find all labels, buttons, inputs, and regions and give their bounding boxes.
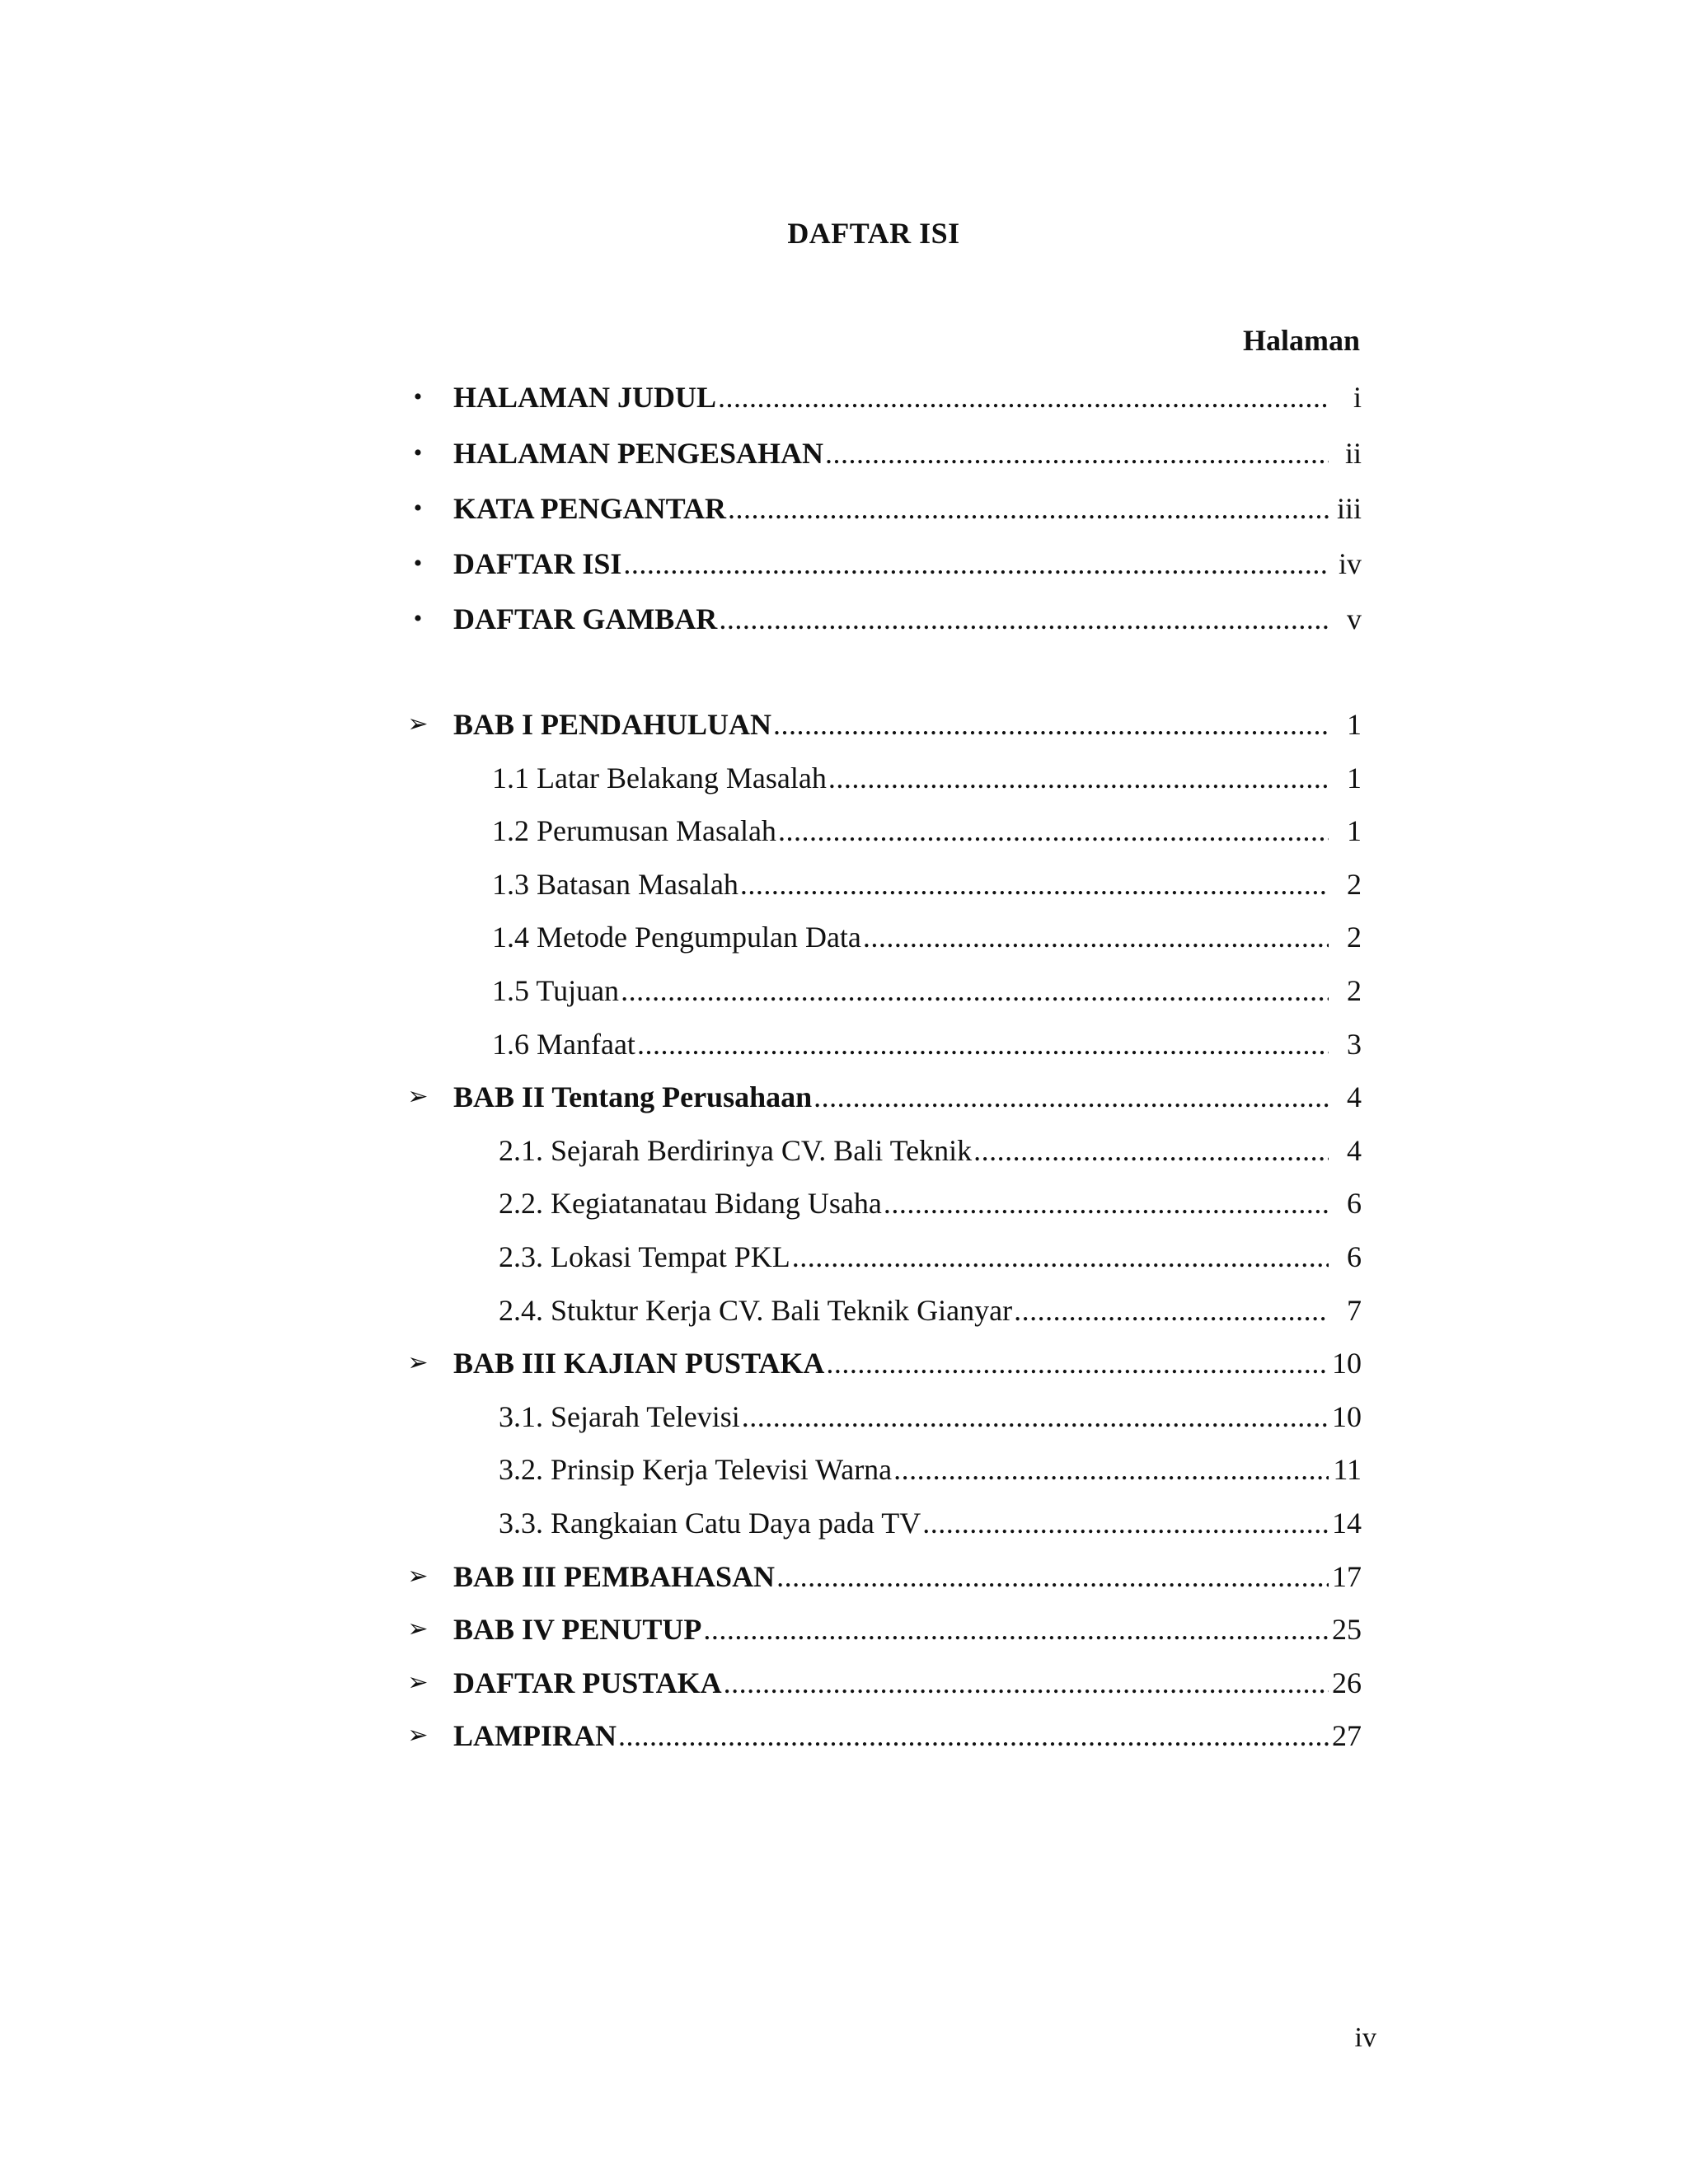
toc-entry-label — [492, 811, 1329, 851]
toc-section-entry — [0, 1183, 1688, 1223]
toc-entry-page-number: 4 — [1347, 1134, 1362, 1167]
toc-entry-page-number: 6 — [1347, 1240, 1362, 1273]
dot-leader — [623, 544, 1329, 583]
toc-entry-label — [492, 865, 1329, 904]
toc-entry-label — [453, 705, 1329, 744]
arrow-bullet-icon: ➢ — [407, 1669, 429, 1696]
toc-entry-label — [453, 1557, 1329, 1596]
toc-entry-page-number: 6 — [1347, 1187, 1362, 1220]
dot-leader — [742, 1397, 1329, 1436]
toc-entry-page-number: 2 — [1347, 921, 1362, 954]
dot-leader — [618, 1716, 1329, 1755]
toc-entry-title: 3.1. Sejarah Televisi — [499, 1400, 740, 1433]
dot-leader — [1014, 1291, 1329, 1330]
toc-entry-page-number: 1 — [1347, 708, 1362, 741]
toc-front-matter-entry — [0, 544, 1688, 583]
toc-entry-page-number: 2 — [1347, 974, 1362, 1007]
toc-entry-label — [453, 544, 1329, 583]
toc-entry-title: LAMPIRAN — [453, 1719, 617, 1752]
toc-entry-label — [453, 1610, 1329, 1649]
toc-chapter-entry — [0, 1557, 1688, 1596]
bullet-icon: • — [413, 550, 423, 577]
toc-entry-page-number: 14 — [1332, 1507, 1362, 1540]
toc-entry-title: BAB II Tentang Perusahaan — [453, 1080, 813, 1113]
toc-chapter-entry — [0, 1716, 1688, 1755]
toc-entry-title: 2.1. Sejarah Berdirinya CV. Bali Teknik — [499, 1134, 973, 1167]
toc-entry-page-number: 7 — [1347, 1294, 1362, 1327]
toc-entry-title: 1.1 Latar Belakang Masalah — [492, 762, 827, 794]
toc-entry-title: 1.5 Tujuan — [492, 974, 620, 1007]
toc-entry-page-number: 17 — [1332, 1560, 1362, 1593]
toc-front-matter-entry — [0, 434, 1688, 473]
toc-entry-label — [492, 758, 1329, 798]
arrow-bullet-icon: ➢ — [407, 1563, 429, 1590]
page-column-header: Halaman — [1242, 324, 1360, 357]
dot-leader — [863, 917, 1329, 957]
toc-chapter-entry — [0, 1663, 1688, 1703]
toc-entry-label — [499, 1397, 1329, 1436]
toc-entry-page-number: 1 — [1347, 762, 1362, 794]
toc-section-entry — [0, 1237, 1688, 1277]
toc-entry-label — [499, 1131, 1329, 1170]
dot-leader — [828, 758, 1329, 798]
toc-entry-label — [499, 1291, 1329, 1330]
toc-entry-title: DAFTAR ISI — [453, 547, 622, 580]
toc-entry-title: BAB III KAJIAN PUSTAKA — [453, 1347, 825, 1380]
dot-leader — [621, 971, 1329, 1010]
dot-leader — [826, 1343, 1329, 1383]
toc-section-entry — [0, 758, 1688, 798]
arrow-bullet-icon: ➢ — [407, 1349, 429, 1376]
toc-section-entry — [0, 1291, 1688, 1330]
toc-entry-label — [499, 1183, 1329, 1223]
toc-chapter-entry — [0, 705, 1688, 744]
toc-entry-label — [453, 1663, 1329, 1703]
dot-leader — [776, 1557, 1329, 1596]
toc-chapter-entry — [0, 1610, 1688, 1649]
toc-entry-page-number: iv — [1338, 547, 1362, 580]
dot-leader — [740, 865, 1329, 904]
toc-entry-page-number: 3 — [1347, 1028, 1362, 1061]
toc-entry-title: 1.2 Perumusan Masalah — [492, 814, 776, 847]
toc-entry-label — [453, 377, 1329, 417]
toc-entry-title: BAB IV PENUTUP — [453, 1613, 702, 1646]
arrow-bullet-icon: ➢ — [407, 1083, 429, 1110]
toc-section-entry — [0, 811, 1688, 851]
toc-entry-title: BAB III PEMBAHASAN — [453, 1560, 776, 1593]
arrow-bullet-icon: ➢ — [407, 1722, 429, 1749]
toc-section-entry — [0, 1397, 1688, 1436]
dot-leader — [973, 1131, 1329, 1170]
toc-entry-label — [492, 1024, 1329, 1064]
toc-entry-title: HALAMAN JUDUL — [453, 381, 716, 414]
toc-entry-title: HALAMAN PENGESAHAN — [453, 437, 824, 470]
dot-leader — [884, 1183, 1329, 1223]
toc-entry-title: KATA PENGANTAR — [453, 492, 727, 525]
toc-section-entry — [0, 1024, 1688, 1064]
toc-entry-page-number: v — [1347, 602, 1362, 635]
bullet-icon: • — [413, 383, 423, 410]
dot-leader — [773, 705, 1329, 744]
toc-entry-title: 3.2. Prinsip Kerja Televisi Warna — [499, 1453, 893, 1486]
toc-entry-page-number: i — [1353, 381, 1362, 414]
toc-chapter-entry — [0, 1077, 1688, 1117]
footer-page-number: iv — [1354, 2022, 1376, 2053]
toc-front-matter-entry — [0, 377, 1688, 417]
toc-entry-label — [453, 599, 1329, 639]
toc-section-entry — [0, 1131, 1688, 1170]
toc-section-entry — [0, 1450, 1688, 1489]
toc-entry-label — [453, 434, 1329, 473]
toc-entry-title: 1.4 Metode Pengumpulan Data — [492, 921, 861, 954]
toc-entry-page-number: 4 — [1347, 1080, 1362, 1113]
arrow-bullet-icon: ➢ — [407, 710, 429, 738]
arrow-bullet-icon: ➢ — [407, 1615, 429, 1643]
bullet-icon: • — [413, 494, 423, 522]
dot-leader — [893, 1450, 1329, 1489]
dot-leader — [814, 1077, 1329, 1117]
toc-entry-page-number: 2 — [1347, 868, 1362, 901]
toc-entry-label — [453, 1716, 1329, 1755]
toc-entry-page-number: 27 — [1332, 1719, 1362, 1752]
toc-entry-page-number: 10 — [1332, 1400, 1362, 1433]
toc-entry-page-number: ii — [1344, 437, 1362, 470]
toc-section-entry — [0, 917, 1688, 957]
dot-leader — [637, 1024, 1329, 1064]
dot-leader — [719, 599, 1329, 639]
bullet-icon: • — [413, 605, 423, 632]
toc-entry-label — [499, 1503, 1329, 1543]
page-title: DAFTAR ISI — [787, 217, 960, 250]
toc-entry-title: 3.3. Rangkaian Catu Daya pada TV — [499, 1507, 921, 1540]
dot-leader — [922, 1503, 1329, 1543]
toc-entry-page-number: 25 — [1332, 1613, 1362, 1646]
toc-entry-label — [499, 1237, 1329, 1277]
toc-entry-page-number: iii — [1336, 492, 1362, 525]
toc-front-matter-entry — [0, 599, 1688, 639]
toc-front-matter-entry — [0, 489, 1688, 528]
toc-entry-page-number: 1 — [1347, 814, 1362, 847]
toc-entry-title: 1.3 Batasan Masalah — [492, 868, 738, 901]
toc-entry-label — [453, 1077, 1329, 1117]
toc-chapter-entry — [0, 1343, 1688, 1383]
dot-leader — [792, 1237, 1329, 1277]
toc-section-entry — [0, 865, 1688, 904]
dot-leader — [718, 377, 1329, 417]
toc-entry-page-number: 26 — [1332, 1666, 1362, 1699]
bullet-icon: • — [413, 439, 423, 466]
toc-section-entry — [0, 971, 1688, 1010]
toc-entry-title: 2.4. Stuktur Kerja CV. Bali Teknik Gianyar — [499, 1294, 1013, 1327]
toc-entry-label — [499, 1450, 1329, 1489]
toc-entry-label — [492, 917, 1329, 957]
toc-entry-title: 2.2. Kegiatanatau Bidang Usaha — [499, 1187, 882, 1220]
toc-entry-label — [453, 1343, 1329, 1383]
dot-leader — [724, 1663, 1329, 1703]
dot-leader — [703, 1610, 1329, 1649]
toc-entry-label — [492, 971, 1329, 1010]
toc-section-entry — [0, 1503, 1688, 1543]
toc-entry-title: 1.6 Manfaat — [492, 1028, 635, 1061]
dot-leader — [825, 434, 1329, 473]
toc-entry-page-number: 11 — [1333, 1453, 1362, 1486]
toc-entry-title: BAB I PENDAHULUAN — [453, 708, 772, 741]
toc-entry-title: DAFTAR PUSTAKA — [453, 1666, 722, 1699]
toc-entry-title: DAFTAR GAMBAR — [453, 602, 718, 635]
dot-leader — [778, 811, 1329, 851]
toc-entry-page-number: 10 — [1332, 1347, 1362, 1380]
toc-entry-title: 2.3. Lokasi Tempat PKL — [499, 1240, 790, 1273]
dot-leader — [728, 489, 1329, 528]
toc-entry-label — [453, 489, 1329, 528]
